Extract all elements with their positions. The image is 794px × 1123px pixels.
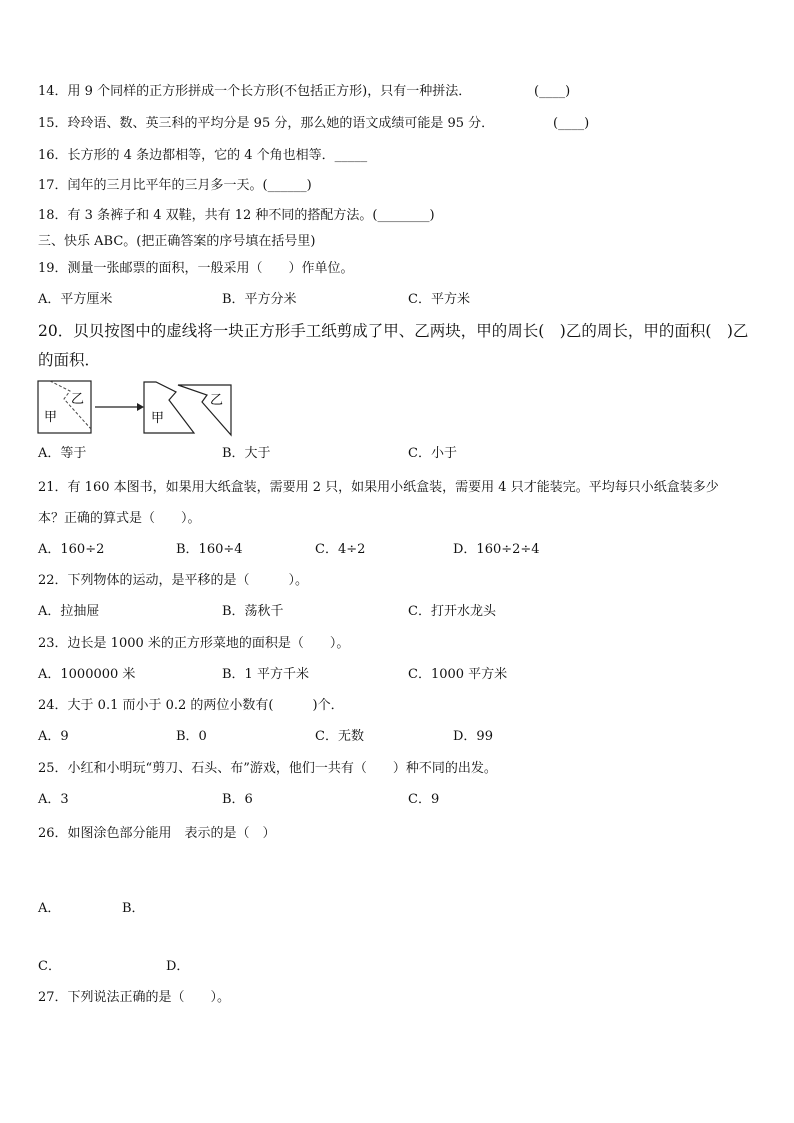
q26-option-c[interactable]: C． xyxy=(38,959,61,974)
q24-option-b[interactable]: B．0 xyxy=(176,729,207,744)
question-15-answer-blank[interactable]: (____) xyxy=(553,116,590,131)
question-15 xyxy=(38,116,494,132)
question-27: 27．下列说法正确的是（ ）。 xyxy=(38,990,231,1005)
question-20-line-2: 的面积． xyxy=(38,351,101,369)
question-14 xyxy=(38,84,471,100)
q19-option-b[interactable]: B．平方分米 xyxy=(222,292,297,307)
q24-option-c[interactable]: C．无数 xyxy=(315,729,364,744)
q23-option-c[interactable]: C．1000 平方米 xyxy=(408,667,508,682)
section-3-title: 三、快乐 ABC。(把正确答案的序号填在括号里) xyxy=(38,234,316,249)
label-jia-right: 甲 xyxy=(151,411,165,426)
q21-option-a[interactable]: A．160÷2 xyxy=(38,542,105,557)
label-yi-left: 乙 xyxy=(71,392,85,407)
question-21-line-2: 本？正确的算式是（ ）。 xyxy=(38,511,201,526)
q26-option-a[interactable]: A． xyxy=(38,901,61,916)
q21-option-b[interactable]: B．160÷4 xyxy=(176,542,243,557)
question-20-line-1: 20．贝贝按图中的虚线将一块正方形手工纸剪成了甲、乙两块，甲的周长( )乙的周长，甲的面积( )乙 xyxy=(38,322,749,340)
q23-option-a[interactable]: A．1000000 米 xyxy=(38,667,136,682)
q21-option-c[interactable]: C．4÷2 xyxy=(315,542,366,557)
q22-option-c[interactable]: C．打开水龙头 xyxy=(408,604,496,619)
q22-option-a[interactable]: A．拉抽屉 xyxy=(38,604,100,619)
question-24: 24．大于 0.1 而小于 0.2 的两位小数有( )个． xyxy=(38,698,344,713)
q20-option-a[interactable]: A．等于 xyxy=(38,446,87,461)
question-23: 23．边长是 1000 米的正方形菜地的面积是（ ）。 xyxy=(38,636,350,651)
label-yi-right: 乙 xyxy=(210,393,224,408)
question-14-text: 14．用 9 个同样的正方形拼成一个长方形(不包括正方形)，只有一种拼法． xyxy=(38,84,472,99)
q25-option-b[interactable]: B．6 xyxy=(222,792,253,807)
q22-option-b[interactable]: B．荡秋千 xyxy=(222,604,284,619)
question-14-answer-blank[interactable]: (____) xyxy=(534,84,571,99)
question-15-text: 15．玲玲语、数、英三科的平均分是 95 分，那么她的语文成绩可能是 95 分． xyxy=(38,116,495,131)
q24-option-d[interactable]: D．99 xyxy=(453,729,493,744)
q19-option-a[interactable]: A．平方厘米 xyxy=(38,292,113,307)
q24-option-a[interactable]: A．9 xyxy=(38,729,69,744)
arrow-right-icon xyxy=(95,403,144,411)
q25-option-a[interactable]: A．3 xyxy=(38,792,69,807)
q20-option-c[interactable]: C．小于 xyxy=(408,446,457,461)
q26-option-d[interactable]: D． xyxy=(166,959,190,974)
piece-jia xyxy=(144,382,194,433)
question-19: 19．测量一张邮票的面积，一般采用（ ）作单位。 xyxy=(38,261,354,276)
square-cut-figure xyxy=(36,379,246,437)
question-18: 18．有 3 条裤子和 4 双鞋，共有 12 种不同的搭配方法。(________) xyxy=(38,208,435,223)
label-jia-left: 甲 xyxy=(44,410,58,425)
q26-option-b[interactable]: B． xyxy=(122,901,145,916)
q25-option-c[interactable]: C．9 xyxy=(408,792,440,807)
q19-option-c[interactable]: C．平方米 xyxy=(408,292,470,307)
q20-option-b[interactable]: B．大于 xyxy=(222,446,271,461)
question-21-line-1: 21．有 160 本图书，如果用大纸盒装，需要用 2 只，如果用小纸盒装，需要用 4 只才能装完。平均每只小纸盒装多少 xyxy=(38,480,719,495)
question-26: 26．如图涂色部分能用 表示的是（ ） xyxy=(38,826,276,841)
original-square xyxy=(38,381,91,433)
question-22: 22．下列物体的运动，是平移的是（ ）。 xyxy=(38,573,309,588)
question-16: 16．长方形的 4 条边都相等，它的 4 个角也相等．_____ xyxy=(38,148,368,163)
question-17: 17．闰年的三月比平年的三月多一天。(______) xyxy=(38,178,312,193)
q23-option-b[interactable]: B．1 平方千米 xyxy=(222,667,309,682)
q21-option-d[interactable]: D．160÷2÷4 xyxy=(453,542,540,557)
question-25: 25．小红和小明玩“剪刀、石头、布”游戏，他们一共有（ ）种不同的出发。 xyxy=(38,761,497,776)
